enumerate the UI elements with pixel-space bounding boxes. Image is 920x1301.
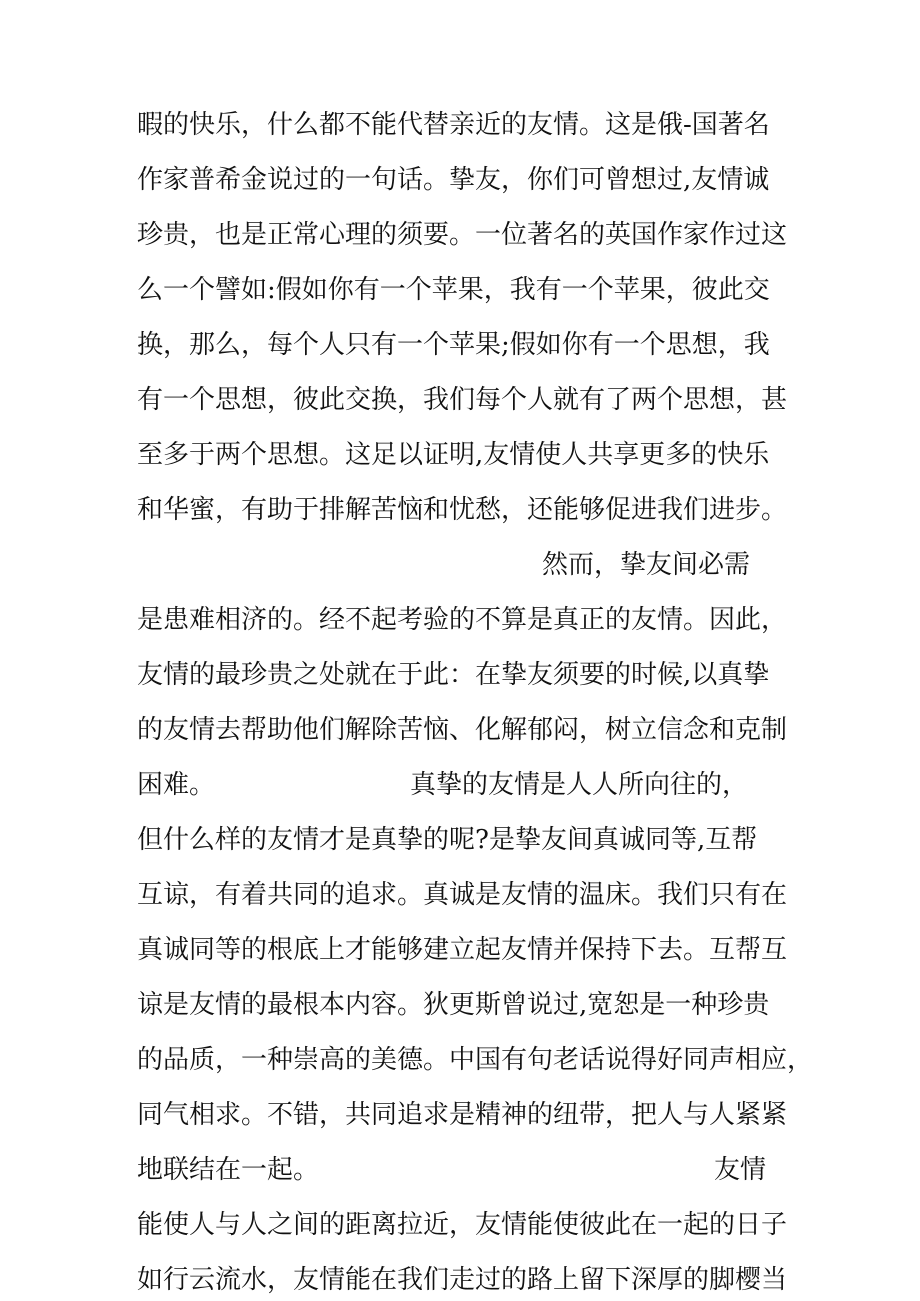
text-line-7: 至多于两个思想。这足以证明,友情使人共享更多的快乐 [137, 440, 770, 470]
text-line-2: 作家普希金说过的一句话。挚友，你们可曾想过,友情诚 [137, 165, 770, 195]
text-line-20a: 地联结在一起。 [137, 1155, 320, 1185]
text-line-21: 能使人与人之间的距离拉近，友情能使彼此在一起的日子 [137, 1210, 788, 1240]
text-line-9: 然而，挚友间必需 [542, 550, 751, 580]
text-line-18: 的品质，一种崇高的美德。中国有句老话说得好同声相应， [137, 1045, 814, 1075]
text-line-15: 互谅，有着共同的追求。真诚是友情的温床。我们只有在 [137, 880, 788, 910]
text-line-13b: 真挚的友情是人人所向往的， [410, 770, 749, 800]
text-line-16: 真诚同等的根底上才能够建立起友情并保持下去。互帮互 [137, 935, 788, 965]
text-line-3: 珍贵，也是正常心理的须要。一位著名的英国作家作过这 [137, 220, 788, 250]
text-line-11: 友情的最珍贵之处就在于此：在挚友须要的时候,以真挚 [137, 660, 770, 690]
text-line-22: 如行云流水，友情能在我们走过的路上留下深厚的脚樱当 [137, 1265, 788, 1295]
text-line-4: 么一个譬如:假如你有一个苹果，我有一个苹果，彼此交 [137, 275, 770, 305]
text-line-19: 同气相求。不错，共同追求是精神的纽带，把人与人紧紧 [137, 1100, 788, 1130]
text-line-20b: 友情 [714, 1155, 767, 1185]
text-line-13a: 困难。 [137, 770, 216, 800]
text-line-17: 谅是友情的最根本内容。狄更斯曾说过,宽恕是一种珍贵 [137, 990, 770, 1020]
text-line-1: 暇的快乐，什么都不能代替亲近的友情。这是俄-国著名 [137, 110, 770, 140]
text-line-8: 和华蜜，有助于排解苦恼和忧愁，还能够促进我们进步。 [137, 495, 788, 525]
text-line-5: 换，那么，每个人只有一个苹果;假如你有一个思想，我 [137, 330, 770, 360]
text-line-10: 是患难相济的。经不起考验的不算是真正的友情。因此， [137, 605, 788, 635]
text-line-14: 但什么样的友情才是真挚的呢?是挚友间真诚同等,互帮 [137, 825, 758, 855]
text-line-6: 有一个思想，彼此交换，我们每个人就有了两个思想，甚 [137, 385, 788, 415]
text-line-12: 的友情去帮助他们解除苦恼、化解郁闷，树立信念和克制 [137, 715, 788, 745]
